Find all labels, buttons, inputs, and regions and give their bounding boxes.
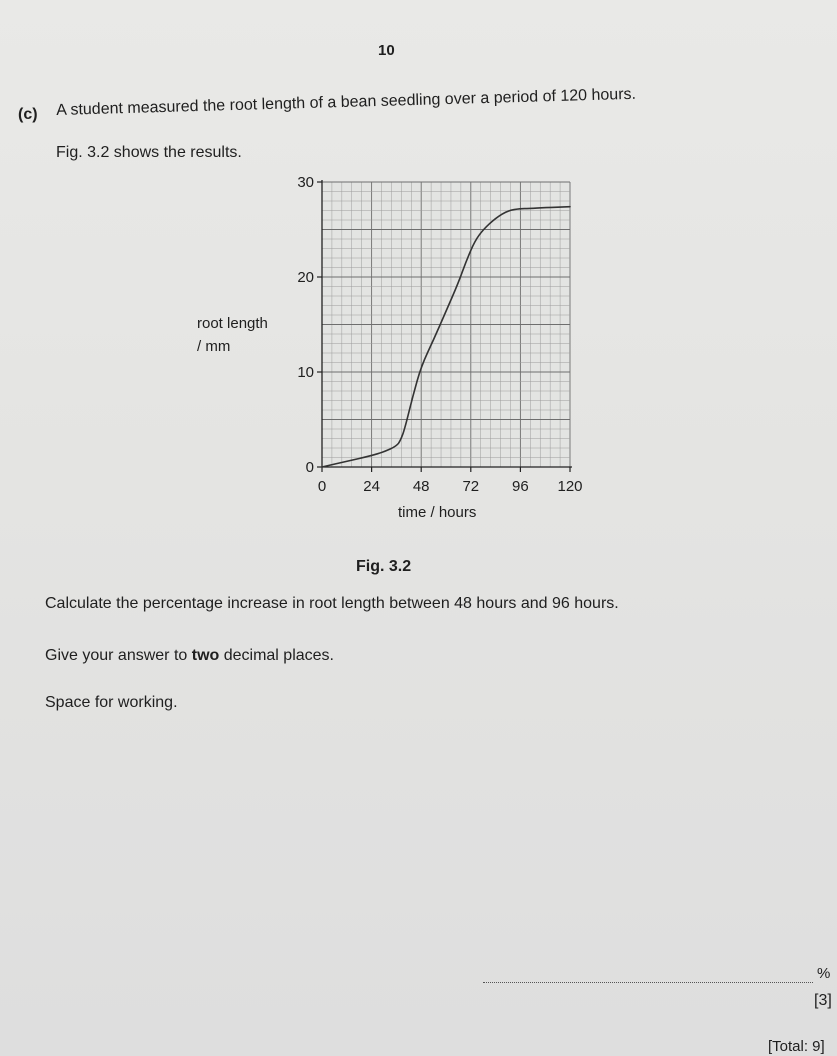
x-axis-label: time / hours xyxy=(398,504,477,521)
total-marks: [Total: 9] xyxy=(768,1038,825,1055)
y-axis-label-line2: / mm xyxy=(197,338,231,355)
x-tick-label: 24 xyxy=(363,478,380,495)
question-part-label: (c) xyxy=(18,106,38,123)
question-text: Calculate the percentage increase in root length between 48 hours and 96 hours. xyxy=(45,595,619,612)
figure-title: Fig. 3.2 xyxy=(356,558,412,575)
question-intro: A student measured the root length of a bean seedling over a period of 120 hours. xyxy=(56,85,637,119)
instruction-text xyxy=(45,647,334,665)
chart-grid xyxy=(322,182,570,467)
instruction-pre: Give your answer to xyxy=(45,647,192,664)
figure-intro: Fig. 3.2 shows the results. xyxy=(56,144,242,161)
x-tick-label: 72 xyxy=(462,478,480,495)
y-tick-label: 20 xyxy=(297,269,314,286)
y-axis-label-line1: root length xyxy=(197,315,268,332)
working-space-label: Space for working. xyxy=(45,694,178,711)
y-tick-label: 0 xyxy=(305,459,314,476)
y-tick-label: 10 xyxy=(297,364,314,381)
marks-label: [3] xyxy=(814,992,832,1009)
page-number: 10 xyxy=(378,42,395,59)
x-tick-label: 120 xyxy=(557,478,583,495)
y-tick-label: 30 xyxy=(297,174,314,191)
instruction-bold: two xyxy=(191,647,220,664)
answer-unit: % xyxy=(817,965,831,982)
x-tick-label: 48 xyxy=(412,478,430,495)
x-tick-label: 0 xyxy=(317,478,327,495)
x-tick-label: 96 xyxy=(512,478,529,495)
answer-line[interactable] xyxy=(483,982,813,983)
instruction-post: decimal places. xyxy=(219,647,334,664)
